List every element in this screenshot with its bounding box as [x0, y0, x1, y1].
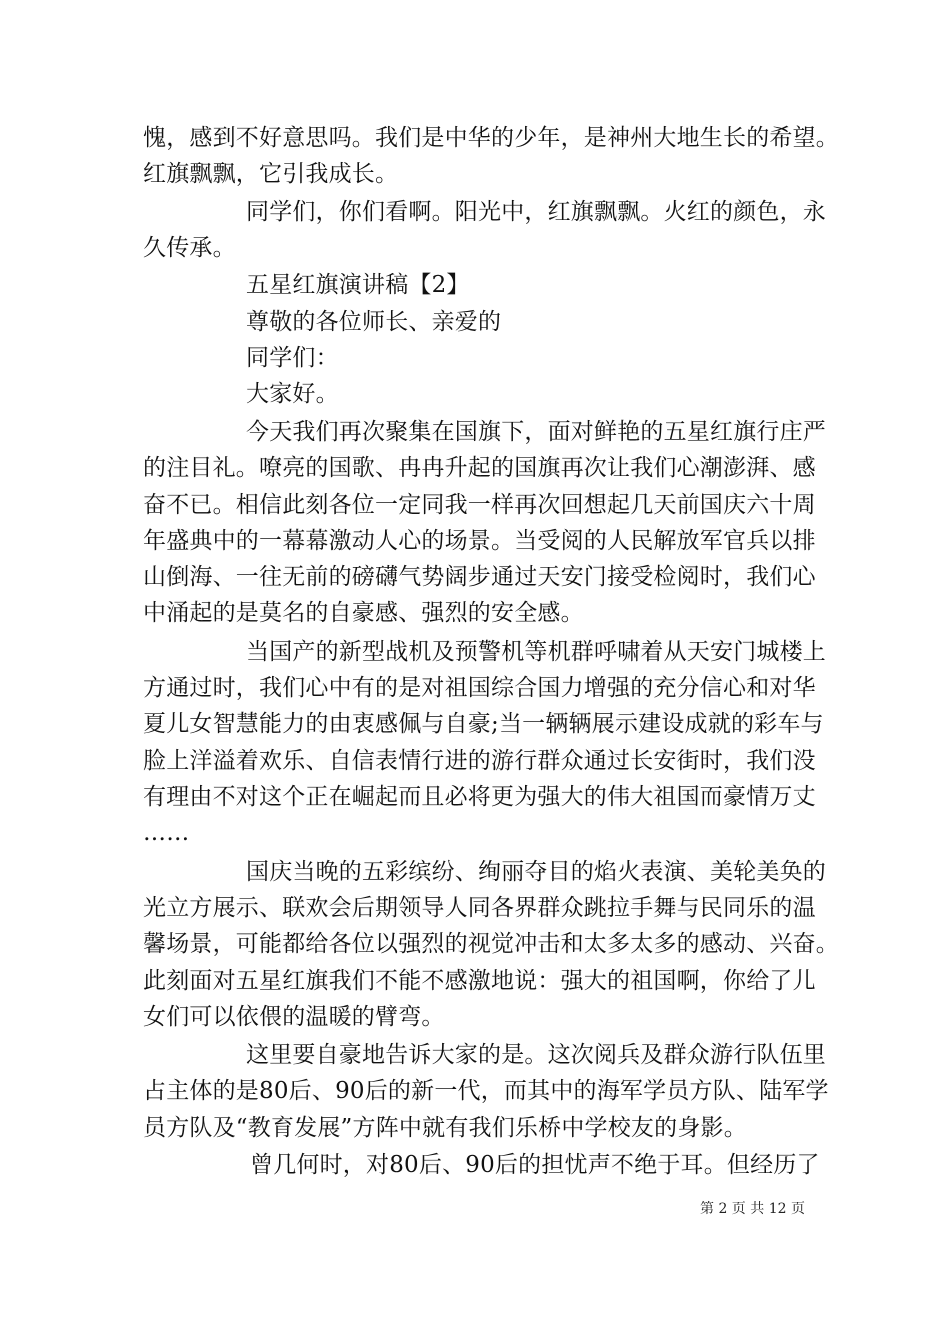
text-line: 的注目礼。嘹亮的国歌、冉冉升起的国旗再次让我们心潮澎湃、感 [143, 455, 816, 481]
text-line: 愧，感到不好意思吗。我们是中华的少年，是神州大地生长的希望。 [143, 125, 839, 151]
text-line: 员方队及“教育发展”方阵中就有我们乐桥中学校友的身影。 [143, 1115, 747, 1141]
text-line: 同学们，你们看啊。阳光中，红旗飘飘。火红的颜色，永 [246, 199, 826, 225]
text-line: 光立方展示、联欢会后期领导人同各界群众跳拉手舞与民同乐的温 [143, 895, 816, 921]
text-line: 此刻面对五星红旗我们不能不感激地说：强大的祖国啊，你给了儿 [143, 968, 816, 994]
text-line: 今天我们再次聚集在国旗下，面对鲜艳的五星红旗行庄严 [246, 419, 826, 445]
text-line: 这里要自豪地告诉大家的是。这次阅兵及群众游行队伍里 [246, 1042, 826, 1068]
text-line: 山倒海、一往无前的磅礴气势阔步通过天安门接受检阅时，我们心 [143, 564, 816, 590]
text-line: 中涌起的是莫名的自豪感、强烈的安全感。 [143, 600, 584, 626]
text-line: 有理由不对这个正在崛起而且必将更为强大的伟大祖国而豪情万丈 [143, 784, 816, 810]
text-line: 占主体的是80后、90后的新一代，而其中的海军学员方队、陆军学 [143, 1078, 829, 1104]
text-line: 年盛典中的一幕幕激动人心的场景。当受阅的人民解放军官兵以排 [143, 528, 816, 554]
text-line: 女们可以依偎的温暖的臂弯。 [143, 1004, 445, 1030]
text-line: 红旗飘飘，它引我成长。 [143, 161, 399, 187]
page-number: 第 2 页 共 12 页 [700, 1201, 805, 1217]
text-line: 奋不已。相信此刻各位一定同我一样再次回想起几天前国庆六十周 [143, 492, 816, 518]
text-line: 夏儿女智慧能力的由衷感佩与自豪;当一辆辆展示建设成就的彩车与 [143, 711, 824, 737]
text-line: 当国产的新型战机及预警机等机群呼啸着从天安门城楼上 [246, 639, 826, 665]
text-line: …… [143, 820, 190, 846]
text-line: 脸上洋溢着欢乐、自信表情行进的游行群众通过长安街时，我们没 [143, 748, 816, 774]
text-line: 尊敬的各位师长、亲爱的 [246, 309, 502, 335]
text-line: 大家好。 [246, 381, 339, 407]
text-line: 久传承。 [143, 235, 236, 261]
section-heading: 五星红旗演讲稿【2】 [246, 272, 470, 298]
text-line: 同学们： [246, 345, 339, 371]
text-line: 方通过时，我们心中有的是对祖国综合国力增强的充分信心和对华 [143, 675, 816, 701]
text-line: 曾几何时，对80后、90后的担忧声不绝于耳。但经历了 [250, 1152, 820, 1178]
text-line: 国庆当晚的五彩缤纷、绚丽夺目的焰火表演、美轮美奂的 [246, 859, 826, 885]
text-line: 馨场景，可能都给各位以强烈的视觉冲击和太多太多的感动、兴奋。 [143, 931, 839, 957]
